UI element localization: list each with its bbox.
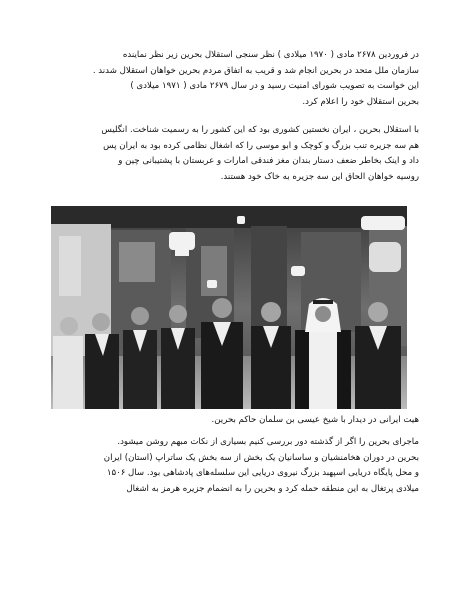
text-line: بحرین استقلال خود را اعلام کرد. xyxy=(302,96,419,107)
delegation-photo xyxy=(51,206,407,409)
text-line: و محل پایگاه دریایی اسپهبد بزرگ نیروی دریایی این سلسله‌های پادشاهی بود. سال ۱۵۰۶ xyxy=(106,468,419,478)
paragraph-recognition xyxy=(44,123,419,185)
text-line: میلادی پرتغال به این منطقه حمله کرد و بحرین را به انضمام جزیره هرمز به اشغال xyxy=(126,483,419,494)
text-line: در فروردین ۲۶۷۸ مادی ( ۱۹۷۰ میلادی ) نظر سنجی استقلال بحرین زیر نظر نماینده xyxy=(122,50,419,60)
text-line: روسیه خواهان الحاق این سه جزیره به خاک خود هستند. xyxy=(220,171,419,182)
text-line: هم سه جزیره تنب بزرگ و کوچک و ابو موسی را که اشغال نظامی کرده بود به ایران پس xyxy=(103,140,419,151)
text-line: داد و اینک بخاطر ضعف دستار بندان مغز فندقی امارات و عربستان با پشتیبانی چین و xyxy=(118,156,419,166)
text-line: این خواست به تصویب شورای امنیت رسید و در سال ۲۶۷۹ مادی ( ۱۹۷۱ میلادی ) xyxy=(130,81,419,91)
text-line: سازمان ملل متحد در بحرین انجام شد و قریب به اتفاق مردم بحرین خواهان استقلال شدند . xyxy=(92,65,419,76)
paragraph-history xyxy=(44,435,419,497)
photo-image xyxy=(51,206,407,409)
text-line: ماجرای بحرین را اگر از گذشته دور بررسی کنیم بسیاری از نکات مبهم روشن میشود. xyxy=(117,437,419,447)
paragraph-independence xyxy=(44,48,419,110)
text-line: بحرین در دوران هخامنشیان و ساسانیان یک بخش از سه بخش یک ساتراپ (استان) ایران xyxy=(103,452,419,463)
text-line: با استقلال بحرین ، ایران نخستین کشوری بود که این کشور را به رسمیت شناخت. انگلیس xyxy=(101,125,419,135)
photo-caption: هیت ایرانی در دیدار با شیخ عیسی بن سلمان حاکم بحرین. xyxy=(211,415,419,425)
